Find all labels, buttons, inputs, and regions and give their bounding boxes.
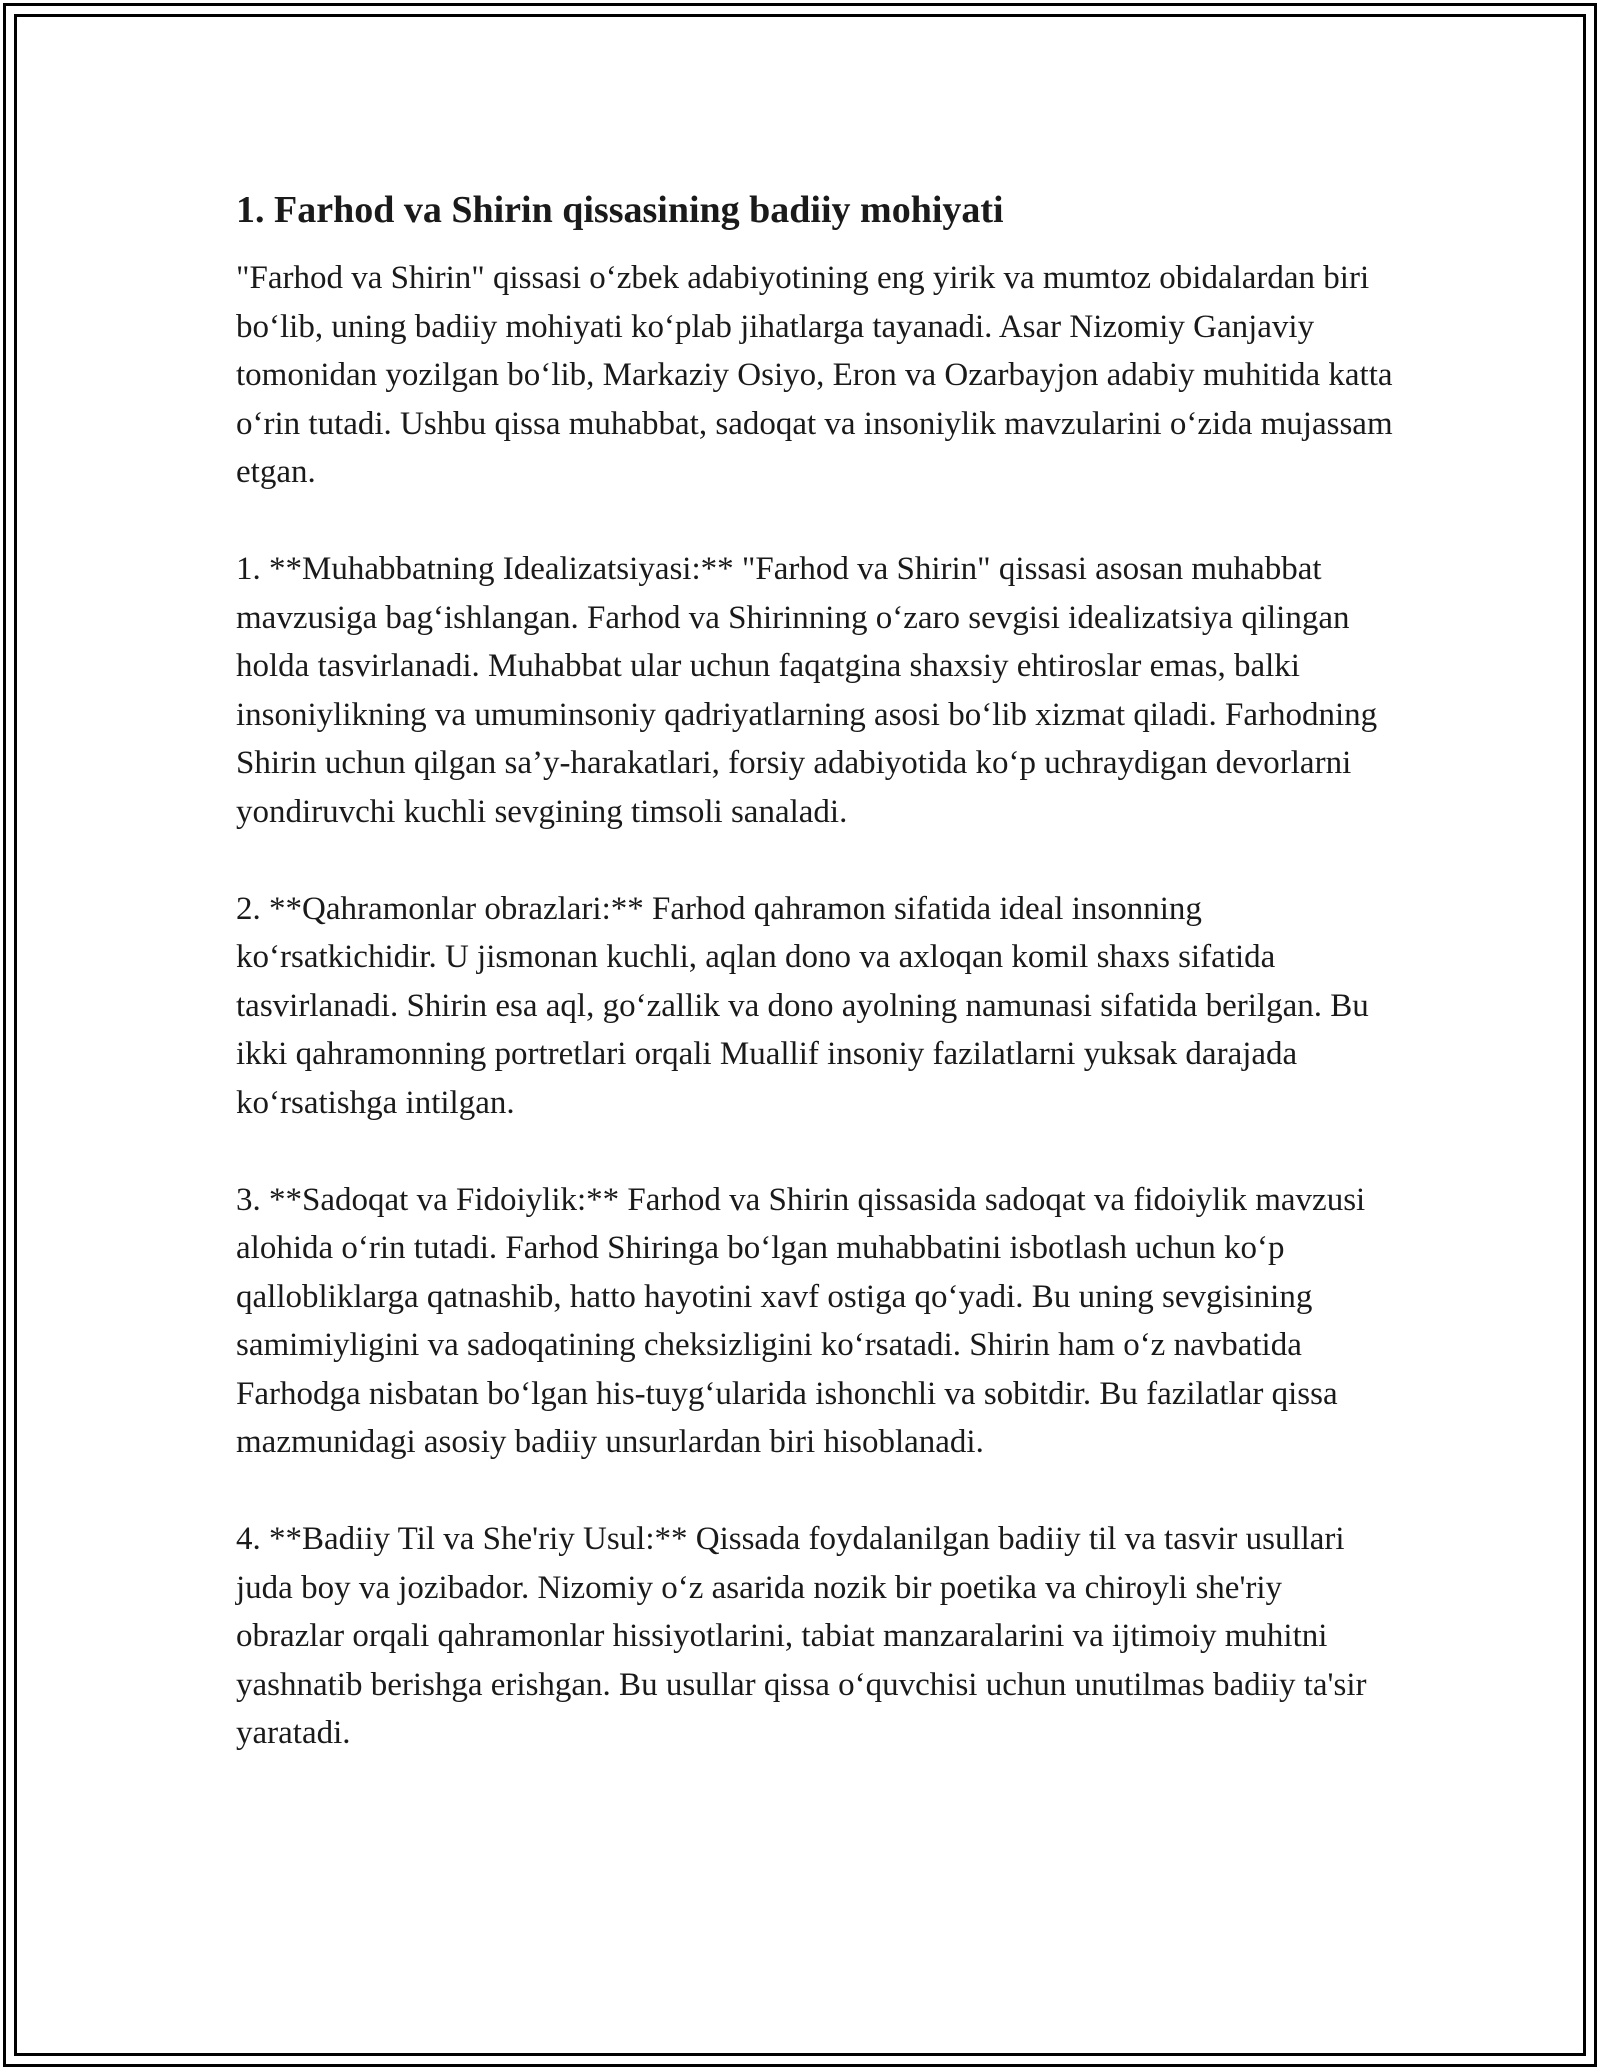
paragraph-sadoqat: 3. **Sadoqat va Fidoiylik:** Farhod va Shirin qissasida sadoqat va fidoiylik mavzusi alohida oʻrin tutadi. Farhod Shiringa boʻlgan muhabbatini isbotlash uchun koʻp qallobliklarga qatnashib, hatto hayotini xavf ostiga qoʻyadi. Bu uning sevgisining samimiyligini va sadoqatining cheksizligini koʻrsatadi. Shirin ham oʻz navbatida Farhodga nisbatan boʻlgan his-tuygʻularida ishonchli va sobitdir. Bu fazilatlar qissa mazmunidagi asosiy badiiy unsurlardan biri hisoblanadi.: [236, 1181, 1366, 1460]
document-body: [236, 186, 1396, 1806]
intro-paragraph: "Farhod va Shirin" qissasi oʻzbek adabiyotining eng yirik va mumtoz obidalardan biri boʻlib, uning badiiy mohiyati koʻplab jihatlarga tayanadi. Asar Nizomiy Ganjaviy tomonidan yozilgan boʻlib, Markaziy Osiyo, Eron va Ozarbayjon adabiy muhitida katta oʻrin tutadi. Ushbu qissa muhabbat, sadoqat va insoniylik mavzularini oʻzida mujassam etgan.: [236, 260, 1393, 490]
paragraph-qahramonlar: 2. **Qahramonlar obrazlari:** Farhod qahramon sifatida ideal insonning koʻrsatkichidir. U jismonan kuchli, aqlan dono va axloqan komil shaxs sifatida tasvirlanadi. Shirin esa aql, goʻzallik va dono ayolning namunasi sifatida berilgan. Bu ikki qahramonning portretlari orqali Muallif insoniy fazilatlarni yuksak darajada koʻrsatishga intilgan.: [236, 890, 1369, 1121]
paragraph-muhabbat: 1. **Muhabbatning Idealizatsiyasi:** "Farhod va Shirin" qissasi asosan muhabbat mavzusiga bagʻishlangan. Farhod va Shirinning oʻzaro sevgisi idealizatsiya qilingan holda tasvirlanadi. Muhabbat ular uchun faqatgina shaxsiy ehtiroslar emas, balki insoniylikning va umuminsoniy qadriyatlarning asosi boʻlib xizmat qiladi. Farhodning Shirin uchun qilgan sa’y-harakatlari, forsiy adabiyotida koʻp uchraydigan devorlarni yondiruvchi kuchli sevgining timsoli sanaladi.: [236, 551, 1378, 830]
paragraph-badiiy-til: 4. **Badiiy Til va She'riy Usul:** Qissada foydalanilgan badiiy til va tasvir usullari juda boy va jozibador. Nizomiy oʻz asarida nozik bir poetika va chiroyli she'riy obrazlar orqali qahramonlar hissiyotlarini, tabiat manzaralarini va ijtimoiy muhitni yashnatib berishga erishgan. Bu usullar qissa oʻquvchisi uchun unutilmas badiiy ta'sir yaratadi.: [236, 1521, 1367, 1751]
document-title: 1. Farhod va Shirin qissasining badiiy mohiyati: [236, 189, 1004, 231]
